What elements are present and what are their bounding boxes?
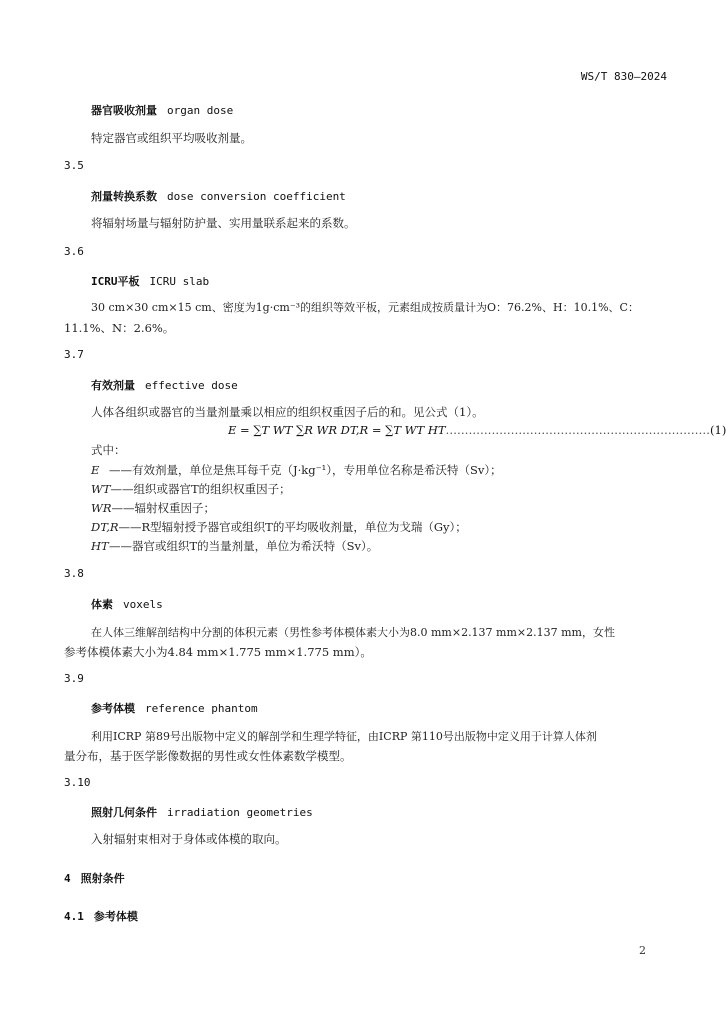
term-organ-dose: [91, 102, 233, 118]
symbol: E: [91, 463, 100, 477]
symbol: HT: [91, 539, 109, 553]
formula-leader-dots: ……………………………………………………………: [445, 423, 711, 437]
formula-1: [228, 423, 726, 437]
term-en: irradiation geometries: [167, 806, 313, 819]
symbol-definition: ——器官或组织T的当量剂量，单位为希沃特（Sv）。: [109, 539, 379, 553]
definition-item: [91, 462, 502, 478]
term-en: voxels: [123, 598, 163, 611]
definition-organ-dose: 特定器官或组织平均吸收剂量。: [91, 131, 252, 145]
symbol: WR: [91, 501, 112, 515]
term-irradiation-geometries: [91, 804, 313, 820]
definition-item: [91, 538, 378, 554]
symbol: DT,R: [91, 520, 119, 534]
symbol: WT: [91, 482, 111, 496]
symbol-definition: ——R型辐射授予器官或组织T的平均吸收剂量，单位为戈瑞（Gy）；: [118, 520, 467, 534]
definition-item: [91, 500, 215, 516]
subsection-number: 4.1: [64, 910, 84, 923]
term-dose-conversion: [91, 188, 346, 204]
section-number: 3.9: [64, 672, 84, 685]
term-zh: 体素: [91, 598, 113, 611]
chapter-heading: [64, 870, 125, 886]
definition-icru-slab-line2: 11.1%、N：2.6%。: [64, 321, 175, 335]
definition-voxels-line1: 在人体三维解剖结构中分割的体积元素（男性参考体模体素大小为8.0 mm×2.137 mm×2.137 mm，女性: [91, 626, 615, 639]
definition-effective-dose: 人体各组织或器官的当量剂量乘以相应的组织权重因子后的和。见公式（1）。: [91, 405, 484, 419]
term-zh: 有效剂量: [91, 379, 135, 392]
term-icru-slab: [91, 273, 209, 289]
section-number: 3.8: [64, 567, 84, 580]
term-zh: 剂量转换系数: [91, 190, 157, 203]
definition-voxels-line2: 参考体模体素大小为4.84 mm×1.775 mm×1.775 mm）。: [64, 645, 372, 659]
page-number: 2: [639, 944, 646, 957]
term-en: effective dose: [145, 379, 238, 392]
symbol-definition: ——辐射权重因子；: [111, 501, 215, 515]
chapter-title: 照射条件: [80, 872, 125, 885]
term-zh: 器官吸收剂量: [91, 104, 157, 117]
formula-expression: E = ∑T WT ∑R WR DT,R = ∑T WT HT: [228, 423, 446, 437]
section-number: 3.6: [64, 245, 84, 258]
symbol-definition: ——有效剂量，单位是焦耳每千克（J·kg⁻¹），专用单位名称是希沃特（Sv）；: [109, 463, 502, 477]
section-number: 3.10: [64, 776, 91, 789]
term-en: reference phantom: [145, 702, 258, 715]
definition-item: [91, 481, 291, 497]
term-effective-dose: [91, 377, 238, 393]
definition-icru-slab-line1: 30 cm×30 cm×15 cm、密度为1g·cm⁻³的组织等效平板，元素组成按质量计为O：76.2%、H：10.1%、C：: [91, 301, 639, 314]
definition-item: [91, 519, 467, 535]
term-reference-phantom: [91, 700, 258, 716]
definition-dose-conversion: 将辐射场量与辐射防护量、实用量联系起来的系数。: [91, 216, 356, 230]
term-voxels: [91, 596, 163, 612]
where-label: 式中：: [91, 443, 126, 457]
term-en: dose conversion coefficient: [167, 190, 346, 203]
definition-reference-phantom-line2: 量分布，基于医学影像数据的男性或女性体素数学模型。: [64, 749, 352, 763]
term-zh: 参考体模: [91, 702, 135, 715]
term-en: organ dose: [167, 104, 234, 117]
subsection-heading: [64, 908, 138, 924]
chapter-number: 4: [64, 872, 71, 885]
document-code: WS/T 830—2024: [580, 70, 667, 83]
definition-reference-phantom-line1: 利用ICRP 第89号出版物中定义的解剖学和生理学特征，由ICRP 第110号出版物中定义用于计算人体剂: [91, 730, 597, 743]
term-en: ICRU slab: [149, 275, 210, 288]
symbol-definition: ——组织或器官T的组织权重因子；: [110, 482, 291, 496]
term-zh: ICRU平板: [91, 275, 140, 288]
section-number: 3.5: [64, 159, 84, 172]
term-zh: 照射几何条件: [91, 806, 157, 819]
definition-irradiation-geometries: 入射辐射束相对于身体或体模的取向。: [91, 832, 287, 846]
formula-number: (1): [710, 423, 726, 437]
subsection-title: 参考体模: [93, 910, 138, 923]
section-number: 3.7: [64, 348, 84, 361]
